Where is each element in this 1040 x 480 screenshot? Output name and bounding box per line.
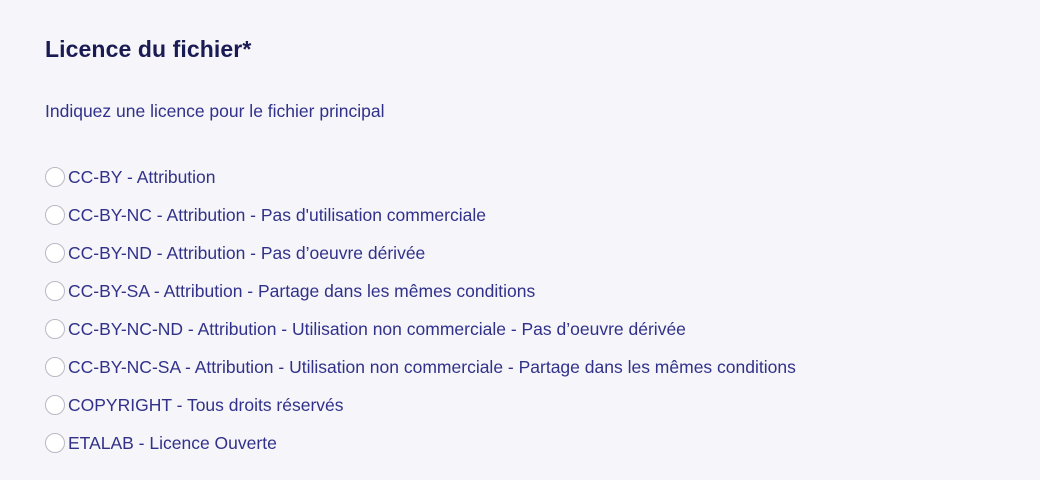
radio-button[interactable] <box>45 205 65 225</box>
page-title: Licence du fichier* <box>45 36 252 62</box>
radio-option[interactable] <box>45 196 1040 234</box>
radio-option-label: CC-BY - Attribution <box>68 166 216 187</box>
radio-option-label: CC-BY-NC-SA - Attribution - Utilisation non commerciale - Partage dans les mêmes conditions <box>68 356 796 377</box>
radio-button[interactable] <box>45 357 65 377</box>
license-options <box>45 158 1040 462</box>
radio-option-label: CC-BY-NC - Attribution - Pas d'utilisation commerciale <box>68 204 486 225</box>
radio-option[interactable] <box>45 234 1040 272</box>
radio-option-label: COPYRIGHT - Tous droits réservés <box>68 394 344 415</box>
radio-button[interactable] <box>45 433 65 453</box>
radio-option-label: ETALAB - Licence Ouverte <box>68 432 277 453</box>
form-hint: Indiquez une licence pour le fichier principal <box>45 101 385 121</box>
radio-button[interactable] <box>45 243 65 263</box>
radio-button[interactable] <box>45 281 65 301</box>
radio-button[interactable] <box>45 319 65 339</box>
radio-option[interactable] <box>45 158 1040 196</box>
radio-option[interactable] <box>45 424 1040 462</box>
radio-option-label: CC-BY-ND - Attribution - Pas d’oeuvre dérivée <box>68 242 426 263</box>
radio-button[interactable] <box>45 167 65 187</box>
radio-button[interactable] <box>45 395 65 415</box>
radio-option[interactable] <box>45 348 1040 386</box>
radio-option[interactable] <box>45 310 1040 348</box>
radio-option-label: CC-BY-SA - Attribution - Partage dans les mêmes conditions <box>68 280 536 301</box>
radio-option-label: CC-BY-NC-ND - Attribution - Utilisation non commerciale - Pas d’oeuvre dérivée <box>68 318 686 339</box>
radio-option[interactable] <box>45 386 1040 424</box>
radio-option[interactable] <box>45 272 1040 310</box>
